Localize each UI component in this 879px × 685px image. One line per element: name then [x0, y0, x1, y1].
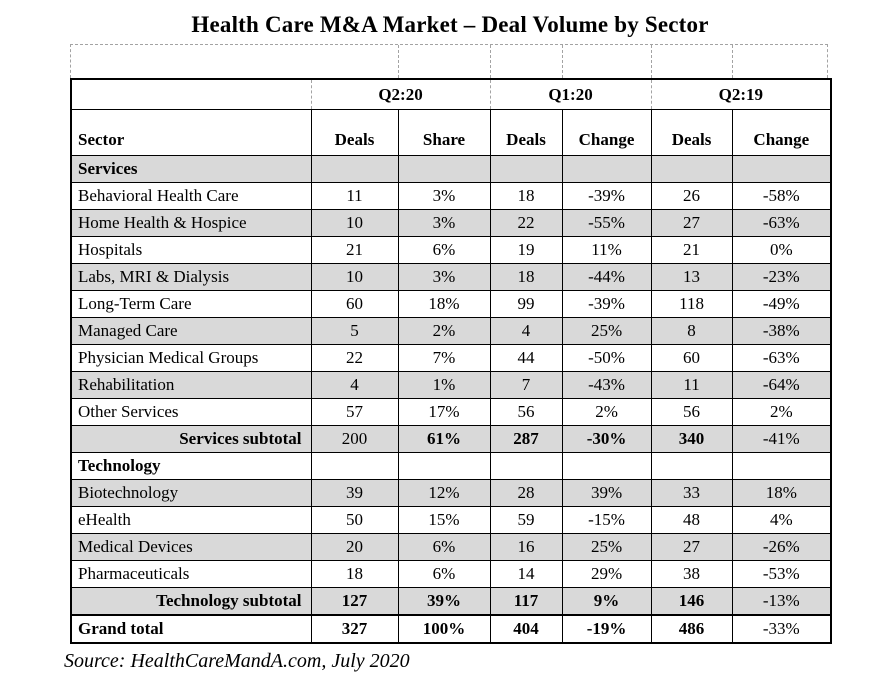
column-header-deals-q2-19: Deals	[651, 110, 732, 156]
row-label: Home Health & Hospice	[71, 210, 311, 237]
value-cell: 44	[490, 345, 562, 372]
value-cell: 4%	[732, 507, 831, 534]
value-cell	[562, 453, 651, 480]
value-cell: -63%	[732, 210, 831, 237]
quarter-header-q1-20: Q1:20	[490, 79, 651, 110]
value-cell: 8	[651, 318, 732, 345]
value-cell: 18	[311, 561, 398, 588]
value-cell: 18	[490, 264, 562, 291]
value-cell: 18%	[732, 480, 831, 507]
column-header-share: Share	[398, 110, 490, 156]
value-cell: 146	[651, 588, 732, 616]
value-cell	[311, 156, 398, 183]
value-cell: 26	[651, 183, 732, 210]
value-cell: 14	[490, 561, 562, 588]
value-cell: -44%	[562, 264, 651, 291]
value-cell: 10	[311, 210, 398, 237]
table-row	[71, 453, 831, 480]
row-label: Physician Medical Groups	[71, 345, 311, 372]
value-cell: 3%	[398, 264, 490, 291]
value-cell: 11	[651, 372, 732, 399]
value-cell: 59	[490, 507, 562, 534]
value-cell: -15%	[562, 507, 651, 534]
row-label: Other Services	[71, 399, 311, 426]
value-cell: -19%	[562, 615, 651, 643]
row-label: Pharmaceuticals	[71, 561, 311, 588]
value-cell: 22	[311, 345, 398, 372]
deal-volume-table	[70, 78, 832, 644]
value-cell: 16	[490, 534, 562, 561]
value-cell	[651, 156, 732, 183]
value-cell: -30%	[562, 426, 651, 453]
row-label: Managed Care	[71, 318, 311, 345]
value-cell: -39%	[562, 291, 651, 318]
value-cell: -53%	[732, 561, 831, 588]
value-cell: -49%	[732, 291, 831, 318]
table-row	[71, 318, 831, 345]
value-cell: 56	[651, 399, 732, 426]
row-label: Grand total	[71, 615, 311, 643]
value-cell: -23%	[732, 264, 831, 291]
value-cell	[490, 156, 562, 183]
value-cell: 340	[651, 426, 732, 453]
value-cell: 11	[311, 183, 398, 210]
value-cell: 61%	[398, 426, 490, 453]
table-row	[71, 183, 831, 210]
value-cell: -63%	[732, 345, 831, 372]
value-cell	[398, 453, 490, 480]
value-cell: 327	[311, 615, 398, 643]
quarter-header-q2-19: Q2:19	[651, 79, 831, 110]
value-cell: 39%	[398, 588, 490, 616]
value-cell: 2%	[398, 318, 490, 345]
value-cell: 33	[651, 480, 732, 507]
value-cell: -38%	[732, 318, 831, 345]
row-label: Biotechnology	[71, 480, 311, 507]
value-cell: 27	[651, 210, 732, 237]
value-cell: -50%	[562, 345, 651, 372]
gridline	[398, 45, 399, 78]
value-cell	[732, 156, 831, 183]
row-label: Technology	[71, 453, 311, 480]
table-row	[71, 615, 831, 643]
table-row	[71, 480, 831, 507]
value-cell: 28	[490, 480, 562, 507]
gridline	[562, 45, 563, 78]
value-cell: 4	[490, 318, 562, 345]
column-header-row	[71, 110, 831, 156]
value-cell: 21	[651, 237, 732, 264]
value-cell: 3%	[398, 183, 490, 210]
column-header-deals-q1-20: Deals	[490, 110, 562, 156]
value-cell: -26%	[732, 534, 831, 561]
table-row	[71, 156, 831, 183]
value-cell: 60	[651, 345, 732, 372]
table-row	[71, 372, 831, 399]
value-cell: 19	[490, 237, 562, 264]
column-header-sector: Sector	[71, 110, 311, 156]
value-cell: 404	[490, 615, 562, 643]
column-header-change-q2-19: Change	[732, 110, 831, 156]
row-label: Behavioral Health Care	[71, 183, 311, 210]
value-cell: 48	[651, 507, 732, 534]
value-cell: 25%	[562, 318, 651, 345]
value-cell: 9%	[562, 588, 651, 616]
page-title: Health Care M&A Market – Deal Volume by Sector	[191, 12, 709, 37]
value-cell: 11%	[562, 237, 651, 264]
value-cell: 2%	[562, 399, 651, 426]
value-cell: 118	[651, 291, 732, 318]
row-label: Services	[71, 156, 311, 183]
value-cell: 99	[490, 291, 562, 318]
value-cell: 60	[311, 291, 398, 318]
value-cell: 21	[311, 237, 398, 264]
table-row	[71, 345, 831, 372]
table-row	[71, 291, 831, 318]
value-cell: 287	[490, 426, 562, 453]
value-cell: 6%	[398, 237, 490, 264]
row-label: Labs, MRI & Dialysis	[71, 264, 311, 291]
row-label: Medical Devices	[71, 534, 311, 561]
value-cell: 100%	[398, 615, 490, 643]
value-cell	[732, 453, 831, 480]
value-cell: 6%	[398, 534, 490, 561]
table-row	[71, 264, 831, 291]
column-header-deals-q2-20: Deals	[311, 110, 398, 156]
value-cell: -55%	[562, 210, 651, 237]
table-row	[71, 534, 831, 561]
value-cell: 0%	[732, 237, 831, 264]
table-row	[71, 210, 831, 237]
value-cell: 7%	[398, 345, 490, 372]
row-label: eHealth	[71, 507, 311, 534]
value-cell: 2%	[732, 399, 831, 426]
value-cell: 50	[311, 507, 398, 534]
source-note: Source: HealthCareMandA.com, July 2020	[64, 650, 410, 672]
value-cell: 7	[490, 372, 562, 399]
value-cell: 127	[311, 588, 398, 616]
value-cell: 117	[490, 588, 562, 616]
value-cell: -64%	[732, 372, 831, 399]
value-cell: 27	[651, 534, 732, 561]
value-cell: -13%	[732, 588, 831, 616]
value-cell	[562, 156, 651, 183]
value-cell: -39%	[562, 183, 651, 210]
value-cell: 17%	[398, 399, 490, 426]
value-cell: 12%	[398, 480, 490, 507]
value-cell	[311, 453, 398, 480]
value-cell: 15%	[398, 507, 490, 534]
value-cell: -41%	[732, 426, 831, 453]
value-cell: 25%	[562, 534, 651, 561]
value-cell: 1%	[398, 372, 490, 399]
table-row	[71, 237, 831, 264]
value-cell: 3%	[398, 210, 490, 237]
row-label: Services subtotal	[71, 426, 311, 453]
value-cell: 486	[651, 615, 732, 643]
row-label: Technology subtotal	[71, 588, 311, 616]
row-label: Long-Term Care	[71, 291, 311, 318]
column-header-change-q1-20: Change	[562, 110, 651, 156]
table-row	[71, 399, 831, 426]
row-label: Hospitals	[71, 237, 311, 264]
value-cell: 20	[311, 534, 398, 561]
value-cell: 57	[311, 399, 398, 426]
table-row	[71, 507, 831, 534]
value-cell: 6%	[398, 561, 490, 588]
table-row	[71, 588, 831, 616]
value-cell: 29%	[562, 561, 651, 588]
value-cell	[398, 156, 490, 183]
quarter-header-row	[71, 79, 831, 110]
value-cell: 5	[311, 318, 398, 345]
value-cell: -43%	[562, 372, 651, 399]
value-cell: 10	[311, 264, 398, 291]
gridline	[490, 45, 491, 78]
value-cell: 13	[651, 264, 732, 291]
value-cell: 38	[651, 561, 732, 588]
value-cell: -33%	[732, 615, 831, 643]
quarter-header-spacer	[71, 79, 311, 110]
value-cell: 200	[311, 426, 398, 453]
value-cell	[651, 453, 732, 480]
table-row	[71, 561, 831, 588]
gridline	[732, 45, 733, 78]
value-cell: 18%	[398, 291, 490, 318]
value-cell: 56	[490, 399, 562, 426]
value-cell: 22	[490, 210, 562, 237]
value-cell: 4	[311, 372, 398, 399]
value-cell: 18	[490, 183, 562, 210]
value-cell	[490, 453, 562, 480]
value-cell: -58%	[732, 183, 831, 210]
value-cell: 39%	[562, 480, 651, 507]
quarter-header-q2-20: Q2:20	[311, 79, 490, 110]
excel-gridline-strip	[70, 44, 828, 78]
row-label: Rehabilitation	[71, 372, 311, 399]
table-row	[71, 426, 831, 453]
gridline	[651, 45, 652, 78]
value-cell: 39	[311, 480, 398, 507]
